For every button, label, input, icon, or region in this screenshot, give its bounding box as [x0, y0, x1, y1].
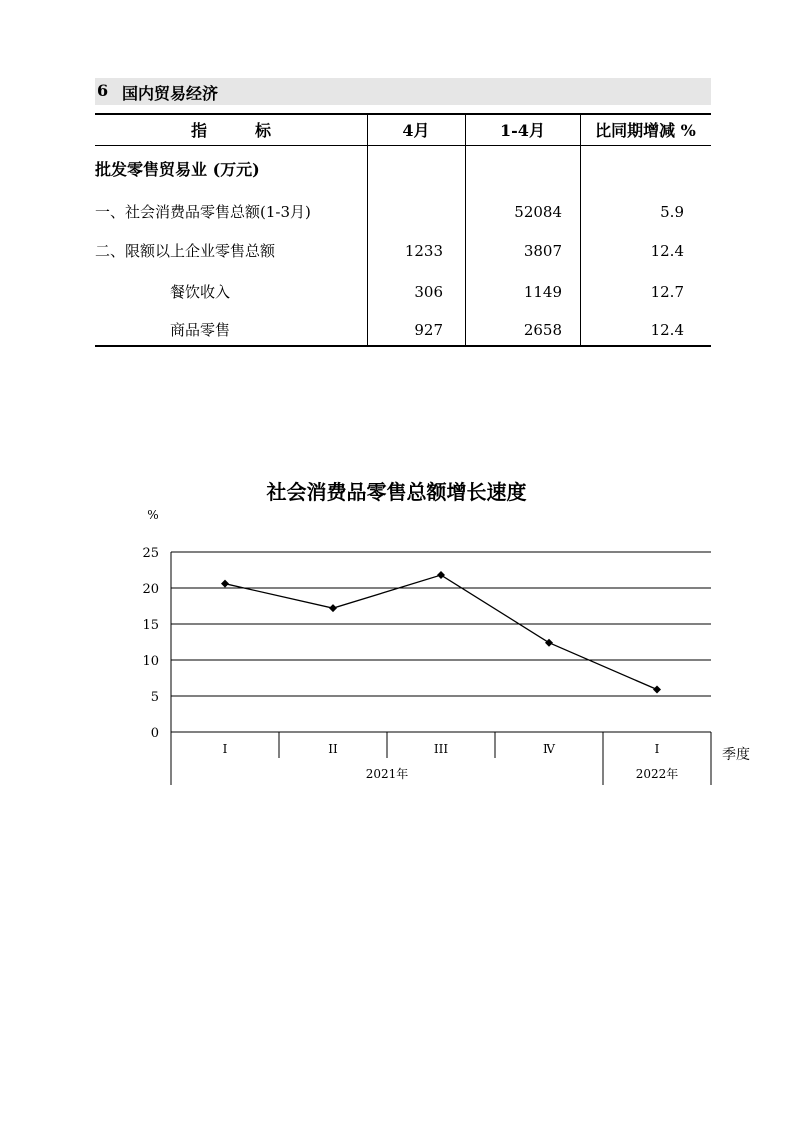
x-tick-label: II — [328, 742, 338, 756]
y-tick-label: 15 — [142, 618, 159, 633]
x-tick-label: I — [222, 742, 228, 756]
row-label: 餐饮收入 — [170, 283, 231, 301]
data-point-marker — [545, 639, 553, 647]
header-indicator: 指 标 — [190, 121, 271, 140]
row-ytd: 3807 — [523, 242, 562, 260]
data-point-marker — [437, 571, 445, 579]
x-tick-label: III — [433, 742, 449, 756]
y-tick-label: 5 — [150, 690, 159, 705]
section-title: 国内贸易经济 — [122, 84, 219, 103]
y-tick-label: 0 — [150, 726, 159, 741]
row-yoy: 5.9 — [660, 203, 684, 221]
x-tick-label: I — [654, 742, 660, 756]
header-month: 4月 — [402, 121, 430, 140]
row-yoy: 12.7 — [650, 283, 684, 301]
row-ytd: 1149 — [523, 283, 562, 301]
data-point-marker — [221, 580, 229, 588]
row-label: 一、社会消费品零售总额(1-3月) — [95, 203, 311, 221]
row-month: 1233 — [404, 242, 443, 260]
row-yoy: 12.4 — [650, 321, 684, 339]
row-month: 927 — [414, 321, 443, 339]
row-yoy: 12.4 — [650, 242, 684, 260]
chart-title: 社会消费品零售总额增长速度 — [266, 480, 527, 504]
y-tick-label: 20 — [142, 582, 159, 597]
section-number: 6 — [97, 81, 109, 100]
y-axis-label: % — [147, 508, 159, 522]
x-group-label: 2022年 — [635, 767, 679, 781]
series-line — [225, 575, 657, 689]
row-month: 306 — [414, 283, 443, 301]
row-label: 二、限额以上企业零售总额 — [95, 242, 276, 260]
data-point-marker — [329, 604, 337, 612]
x-group-label: 2021年 — [365, 767, 409, 781]
data-point-marker — [653, 686, 661, 694]
y-tick-label: 25 — [142, 546, 159, 561]
row-label: 商品零售 — [170, 321, 231, 339]
x-tick-label: Ⅳ — [543, 742, 555, 756]
header-yoy: 比同期增减 % — [595, 121, 696, 140]
group-title: 批发零售贸易业 (万元) — [95, 160, 260, 179]
row-ytd: 52084 — [514, 203, 562, 221]
x-axis-label: 季度 — [722, 747, 750, 763]
row-ytd: 2658 — [523, 321, 562, 339]
header-ytd: 1-4月 — [500, 121, 545, 140]
y-tick-label: 10 — [142, 654, 159, 669]
